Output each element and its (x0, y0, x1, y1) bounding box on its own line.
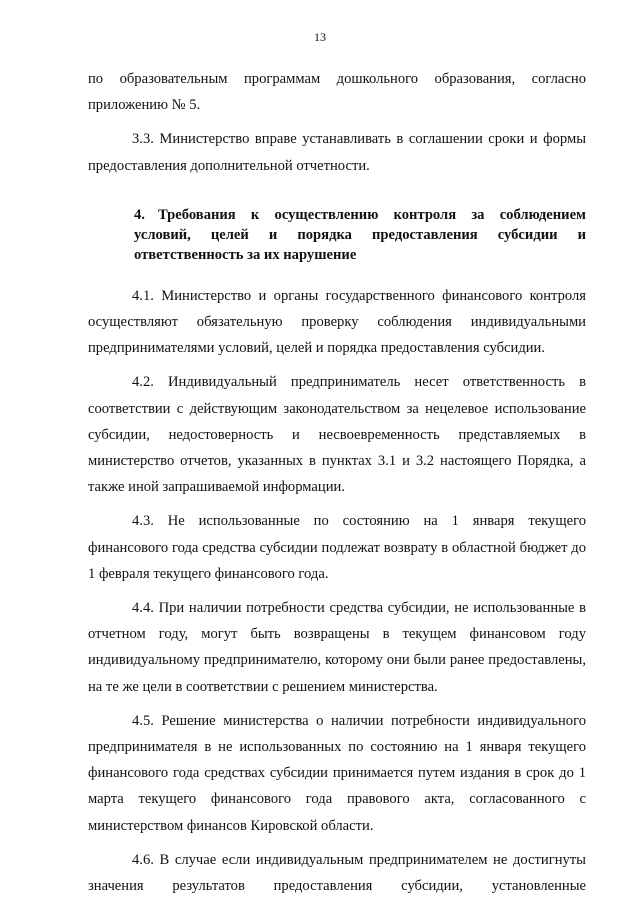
section-number: 4. (134, 206, 145, 223)
paragraph-4-2: 4.2. Индивидуальный предприниматель несет ответственность в соответствии с действующим законодательством за нецелевое использование субсидии, недостоверность и несвоевременность представляемых в министерство отчетов, указанных в пунктах 3.1 и 3.2 настоящего Порядка, а также иной запрашиваемой информации. (88, 374, 586, 496)
paragraph-4-5: 4.5. Решение министерства о наличии потребности индивидуального предпринимателя в не использованных по состоянию на 1 января текущего финансового года средствах субсидии принимается путем издания в срок до 1 марта текущего финансового года правового акта, согласованного с министерством финансов Кировской области. (88, 712, 586, 834)
paragraph-4-6: 4.6. В случае если индивидуальным предпринимателем не достигнуты значения результатов предоставления субсидии, установленные (88, 851, 586, 895)
page-number: 13 (314, 30, 326, 44)
section-heading-4 (88, 205, 586, 265)
paragraph-4-3: 4.3. Не использованные по состоянию на 1 января текущего финансового года средства субсидии подлежат возврату в областной бюджет до 1 февраля текущего финансового года. (88, 513, 586, 582)
section-title: Требования к осуществлению контроля за соблюдением условий, целей и порядка предоставления субсидии и ответственность за их нарушение (134, 206, 586, 263)
paragraph-4-1: 4.1. Министерство и органы государственного финансового контроля осуществляют обязательную проверку соблюдения индивидуальными предпринимателями условий, целей и порядка предоставления субсидии. (88, 287, 586, 357)
document-body (88, 66, 586, 907)
paragraph-4-4: 4.4. При наличии потребности средства субсидии, не использованные в отчетном году, могут быть возвращены в текущем финансовом году индивидуальному предпринимателю, которому они были ранее предоставлены, на те же цели в соответствии с решением министерства. (88, 600, 586, 695)
paragraph-3-3: 3.3. Министерство вправе устанавливать в соглашении сроки и формы предоставления дополнительной отчетности. (88, 131, 586, 174)
paragraph-continuation: по образовательным программам дошкольного образования, согласно приложению № 5. (88, 71, 586, 114)
